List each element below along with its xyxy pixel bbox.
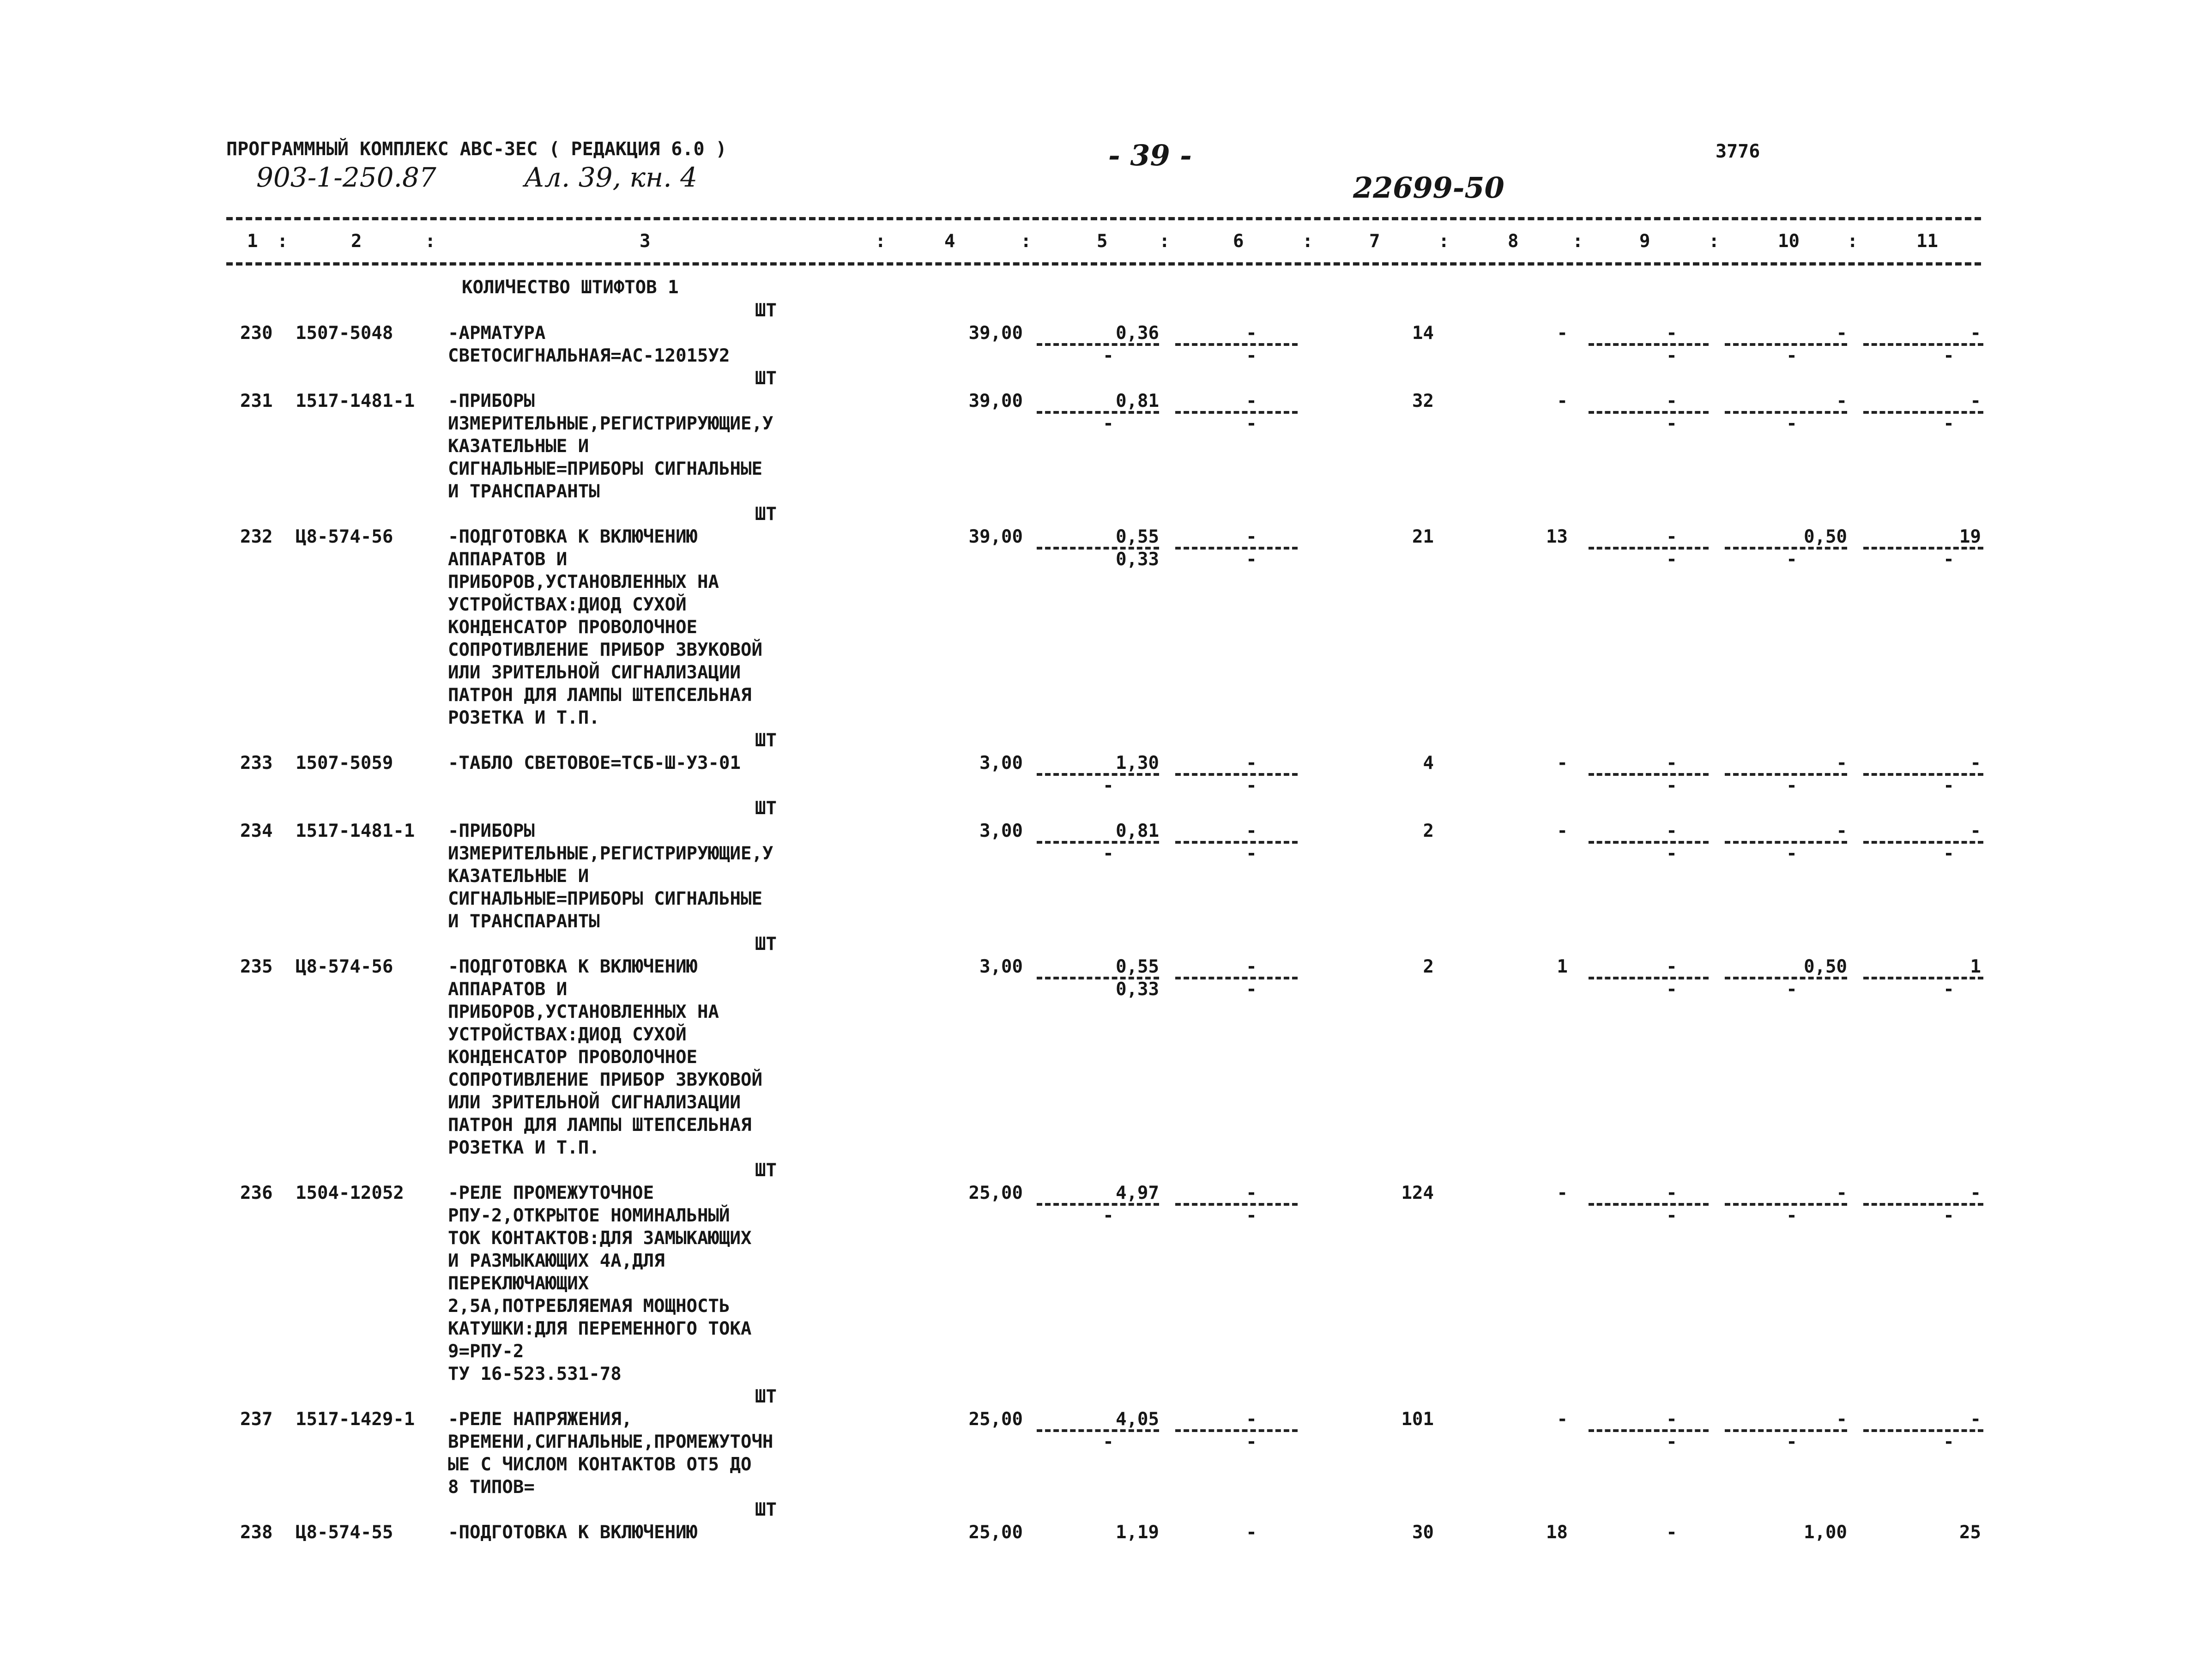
value-c5: 1,30 — [1116, 753, 1159, 774]
description-line: ПАТРОН ДЛЯ ЛАМПЫ ШТЕПСЕЛЬНАЯ — [448, 1115, 752, 1136]
value-c9: - — [1666, 323, 1677, 344]
value-c11b: - — [1943, 843, 1954, 864]
fraction-divider — [1863, 547, 1983, 550]
value-c7: 2 — [1423, 821, 1434, 841]
resource-code: Ц8-574-56 — [296, 526, 393, 547]
value-c8: - — [1557, 1409, 1568, 1430]
fraction-divider — [1863, 343, 1983, 346]
unit-label: ШТ — [755, 934, 777, 955]
fraction-divider — [1589, 977, 1709, 979]
fraction-divider — [1863, 1429, 1983, 1432]
description-line: -ТАБЛО СВЕТОВОЕ=ТСБ-Ш-У3-01 — [448, 753, 741, 774]
value-c9b: - — [1666, 1205, 1677, 1226]
column-header-8: 8 — [1508, 231, 1519, 252]
fraction-divider — [1037, 773, 1159, 776]
value-c6b: - — [1246, 549, 1257, 570]
unit-label: ШТ — [755, 1160, 777, 1181]
fraction-divider — [1175, 1429, 1298, 1432]
fraction-divider — [1589, 773, 1709, 776]
fraction-divider — [1175, 343, 1298, 346]
unit-label: ШТ — [755, 504, 777, 525]
description-line: ПАТРОН ДЛЯ ЛАМПЫ ШТЕПСЕЛЬНАЯ — [448, 685, 752, 706]
row-number: 234 — [240, 821, 273, 841]
fraction-divider — [1037, 1203, 1159, 1206]
value-c10: - — [1836, 323, 1847, 344]
column-separator: : — [1159, 231, 1170, 252]
resource-code: 1517-1481-1 — [296, 821, 415, 841]
value-c9b: - — [1666, 413, 1677, 434]
description-line: РПУ-2,ОТКРЫТОЕ НОМИНАЛЬНЫЙ — [448, 1205, 730, 1226]
description-line: 9=РПУ-2 — [448, 1341, 524, 1362]
description-line: СВЕТОСИГНАЛЬНАЯ=АС-12015У2 — [448, 345, 730, 366]
value-c11: 25 — [1959, 1522, 1981, 1543]
description-line: -РЕЛЕ ПРОМЕЖУТОЧНОЕ — [448, 1183, 654, 1203]
description-line: 8 ТИПОВ= — [448, 1477, 535, 1498]
description-line: СОПРОТИВЛЕНИЕ ПРИБОР ЗВУКОВОЙ — [448, 640, 762, 660]
description-line: СОПРОТИВЛЕНИЕ ПРИБОР ЗВУКОВОЙ — [448, 1070, 762, 1090]
value-c4: 25,00 — [968, 1522, 1023, 1543]
description-line: 2,5А,ПОТРЕБЛЯЕМАЯ МОЩНОСТЬ — [448, 1296, 730, 1317]
value-c9b: - — [1666, 345, 1677, 366]
fraction-divider — [1589, 841, 1709, 844]
column-header-4: 4 — [944, 231, 955, 252]
description-line: АППАРАТОВ И — [448, 979, 568, 1000]
description-line: РОЗЕТКА И Т.П. — [448, 707, 600, 728]
resource-code: 1517-1429-1 — [296, 1409, 415, 1430]
value-c6b: - — [1246, 413, 1257, 434]
column-separator: : — [1438, 231, 1450, 252]
value-c11b: - — [1943, 775, 1954, 796]
fraction-divider — [1589, 411, 1709, 414]
description-line: -ПОДГОТОВКА К ВКЛЮЧЕНИЮ — [448, 1522, 698, 1543]
program-title: ПРОГРАММНЫЙ КОМПЛЕКС АВС-ЗЕС ( РЕДАКЦИЯ 6.0 ) — [226, 139, 727, 160]
value-c5b: - — [1103, 413, 1114, 434]
value-c9: - — [1666, 391, 1677, 411]
value-c11b: - — [1943, 979, 1954, 1000]
value-c8: 18 — [1546, 1522, 1568, 1543]
unit-label: ШТ — [755, 1386, 777, 1407]
resource-code: 1504-12052 — [296, 1183, 404, 1203]
description-line: КАТУШКИ:ДЛЯ ПЕРЕМЕННОГО ТОКА — [448, 1318, 752, 1339]
value-c8: - — [1557, 323, 1568, 344]
value-c10: - — [1836, 1183, 1847, 1203]
value-c10: 0,50 — [1804, 956, 1847, 977]
value-c6: - — [1246, 753, 1257, 774]
value-c6b: - — [1246, 1205, 1257, 1226]
fraction-divider — [1589, 1429, 1709, 1432]
header-rule-bottom — [226, 262, 1981, 266]
value-c11: - — [1970, 323, 1981, 344]
value-c9: - — [1666, 821, 1677, 841]
resource-code: Ц8-574-55 — [296, 1522, 393, 1543]
sheet-reference-handwritten: Ал. 39, кн. 4 — [524, 162, 698, 193]
value-c6: - — [1246, 526, 1257, 547]
value-c7: 30 — [1412, 1522, 1434, 1543]
column-header-5: 5 — [1097, 231, 1108, 252]
column-separator: : — [425, 231, 436, 252]
row-number: 233 — [240, 753, 273, 774]
value-c6: - — [1246, 391, 1257, 411]
column-separator: : — [1709, 231, 1720, 252]
fraction-divider — [1175, 411, 1298, 414]
resource-code: 1507-5059 — [296, 753, 393, 774]
value-c11b: - — [1943, 345, 1954, 366]
value-c4: 3,00 — [979, 956, 1023, 977]
value-c10: 1,00 — [1804, 1522, 1847, 1543]
value-c5b: - — [1103, 345, 1114, 366]
value-c10: - — [1836, 753, 1847, 774]
value-c9: - — [1666, 1522, 1677, 1543]
value-c4: 39,00 — [968, 526, 1023, 547]
description-line: ТУ 16-523.531-78 — [448, 1364, 622, 1384]
column-header-7: 7 — [1369, 231, 1380, 252]
value-c10b: - — [1786, 1432, 1797, 1452]
fraction-divider — [1037, 343, 1159, 346]
value-c9b: - — [1666, 979, 1677, 1000]
value-c9: - — [1666, 753, 1677, 774]
description-line: -РЕЛЕ НАПРЯЖЕНИЯ, — [448, 1409, 633, 1430]
value-c7: 32 — [1412, 391, 1434, 411]
value-c6b: - — [1246, 1432, 1257, 1452]
description-line: И РАЗМЫКАЮЩИХ 4А,ДЛЯ — [448, 1251, 665, 1271]
row-number: 236 — [240, 1183, 273, 1203]
unit-label: ШТ — [755, 300, 777, 321]
resource-code: 1507-5048 — [296, 323, 393, 344]
intro-line: КОЛИЧЕСТВО ШТИФТОВ 1 — [462, 277, 679, 298]
column-header-10: 10 — [1778, 231, 1800, 252]
column-separator: : — [277, 231, 288, 252]
description-line: -ПРИБОРЫ — [448, 821, 535, 841]
column-header-2: 2 — [351, 231, 362, 252]
description-line: ИЛИ ЗРИТЕЛЬНОЙ СИГНАЛИЗАЦИИ — [448, 1092, 741, 1113]
value-c9b: - — [1666, 775, 1677, 796]
value-c10: 0,50 — [1804, 526, 1847, 547]
value-c5: 1,19 — [1116, 1522, 1159, 1543]
row-number: 235 — [240, 956, 273, 977]
description-line: ИЛИ ЗРИТЕЛЬНОЙ СИГНАЛИЗАЦИИ — [448, 662, 741, 683]
fraction-divider — [1863, 841, 1983, 844]
value-c5: 0,55 — [1116, 956, 1159, 977]
value-c4: 25,00 — [968, 1409, 1023, 1430]
value-c5b: - — [1103, 1432, 1114, 1452]
description-line: СИГНАЛЬНЫЕ=ПРИБОРЫ СИГНАЛЬНЫЕ — [448, 459, 762, 479]
value-c5b: 0,33 — [1116, 549, 1159, 570]
column-separator: : — [875, 231, 886, 252]
column-separator: : — [1847, 231, 1858, 252]
fraction-divider — [1589, 1203, 1709, 1206]
value-c9: - — [1666, 1409, 1677, 1430]
value-c7: 101 — [1401, 1409, 1434, 1430]
value-c5: 0,81 — [1116, 391, 1159, 411]
value-c11: - — [1970, 753, 1981, 774]
value-c8: 1 — [1557, 956, 1568, 977]
description-line: И ТРАНСПАРАНТЫ — [448, 911, 600, 932]
value-c11b: - — [1943, 549, 1954, 570]
description-line: ИЗМЕРИТЕЛЬНЫЕ,РЕГИСТРИРУЮЩИЕ,У — [448, 843, 773, 864]
fraction-divider — [1863, 1203, 1983, 1206]
description-line: -ПОДГОТОВКА К ВКЛЮЧЕНИЮ — [448, 956, 698, 977]
value-c10b: - — [1786, 413, 1797, 434]
value-c8: 13 — [1546, 526, 1568, 547]
value-c5b: 0,33 — [1116, 979, 1159, 1000]
value-c10: - — [1836, 391, 1847, 411]
value-c5: 4,05 — [1116, 1409, 1159, 1430]
value-c11: - — [1970, 1183, 1981, 1203]
fraction-divider — [1175, 1203, 1298, 1206]
document-code-handwritten: 903-1-250.87 — [256, 162, 436, 193]
value-c6b: - — [1246, 345, 1257, 366]
unit-label: ШТ — [755, 798, 777, 819]
unit-label: ШТ — [755, 368, 777, 389]
fraction-divider — [1863, 773, 1983, 776]
description-line: УСТРОЙСТВАХ:ДИОД СУХОЙ — [448, 594, 687, 615]
value-c5b: - — [1103, 1205, 1114, 1226]
fraction-divider — [1863, 977, 1983, 979]
value-c8: - — [1557, 391, 1568, 411]
column-separator: : — [1021, 231, 1032, 252]
value-c6: - — [1246, 1409, 1257, 1430]
column-header-11: 11 — [1916, 231, 1938, 252]
description-line: -ПОДГОТОВКА К ВКЛЮЧЕНИЮ — [448, 526, 698, 547]
value-c5: 0,36 — [1116, 323, 1159, 344]
value-c10b: - — [1786, 549, 1797, 570]
value-c11: - — [1970, 821, 1981, 841]
value-c5b: - — [1103, 843, 1114, 864]
value-c11: - — [1970, 391, 1981, 411]
fraction-divider — [1589, 547, 1709, 550]
value-c8: - — [1557, 821, 1568, 841]
description-line: И ТРАНСПАРАНТЫ — [448, 481, 600, 502]
value-c6: - — [1246, 1522, 1257, 1543]
description-line: РОЗЕТКА И Т.П. — [448, 1137, 600, 1158]
value-c8: - — [1557, 753, 1568, 774]
row-number: 237 — [240, 1409, 273, 1430]
value-c5: 0,55 — [1116, 526, 1159, 547]
fraction-divider — [1175, 977, 1298, 979]
column-separator: : — [1302, 231, 1313, 252]
description-line: -ПРИБОРЫ — [448, 391, 535, 411]
value-c6: - — [1246, 821, 1257, 841]
description-line: ПЕРЕКЛЮЧАЮЩИХ — [448, 1273, 589, 1294]
value-c6: - — [1246, 1183, 1257, 1203]
fraction-divider — [1037, 841, 1159, 844]
description-line: -АРМАТУРА — [448, 323, 546, 344]
description-line: КАЗАТЕЛЬНЫЕ И — [448, 866, 589, 887]
description-line: ИЗМЕРИТЕЛЬНЫЕ,РЕГИСТРИРУЮЩИЕ,У — [448, 413, 773, 434]
value-c10b: - — [1786, 1205, 1797, 1226]
value-c6b: - — [1246, 843, 1257, 864]
fraction-divider — [1175, 773, 1298, 776]
value-c5b: - — [1103, 775, 1114, 796]
value-c6: - — [1246, 323, 1257, 344]
value-c11: 19 — [1959, 526, 1981, 547]
value-c6b: - — [1246, 775, 1257, 796]
header-rule-top — [226, 217, 1981, 220]
description-line: ПРИБОРОВ,УСТАНОВЛЕННЫХ НА — [448, 572, 719, 592]
value-c10b: - — [1786, 979, 1797, 1000]
value-c7: 21 — [1412, 526, 1434, 547]
value-c11: - — [1970, 1409, 1981, 1430]
document-number: 22699-50 — [1353, 171, 1504, 205]
value-c7: 4 — [1423, 753, 1434, 774]
description-line: ПРИБОРОВ,УСТАНОВЛЕННЫХ НА — [448, 1002, 719, 1022]
sheet-counter: 3776 — [1716, 141, 1760, 162]
value-c10: - — [1836, 821, 1847, 841]
resource-code: 1517-1481-1 — [296, 391, 415, 411]
value-c9: - — [1666, 956, 1677, 977]
value-c11b: - — [1943, 1205, 1954, 1226]
description-line: ЫЕ С ЧИСЛОМ КОНТАКТОВ ОТ5 ДО — [448, 1454, 752, 1475]
value-c4: 3,00 — [979, 821, 1023, 841]
value-c5: 0,81 — [1116, 821, 1159, 841]
value-c4: 3,00 — [979, 753, 1023, 774]
description-line: КОНДЕНСАТОР ПРОВОЛОЧНОЕ — [448, 617, 698, 638]
value-c7: 14 — [1412, 323, 1434, 344]
value-c4: 25,00 — [968, 1183, 1023, 1203]
fraction-divider — [1037, 411, 1159, 414]
column-header-9: 9 — [1639, 231, 1650, 252]
fraction-divider — [1175, 547, 1298, 550]
value-c7: 124 — [1401, 1183, 1434, 1203]
value-c9b: - — [1666, 843, 1677, 864]
description-line: УСТРОЙСТВАХ:ДИОД СУХОЙ — [448, 1024, 687, 1045]
fraction-divider — [1037, 1429, 1159, 1432]
description-line: ВРЕМЕНИ,СИГНАЛЬНЫЕ,ПРОМЕЖУТОЧН — [448, 1432, 773, 1452]
value-c9b: - — [1666, 549, 1677, 570]
description-line: ТОК КОНТАКТОВ:ДЛЯ ЗАМЫКАЮЩИХ — [448, 1228, 752, 1249]
value-c10b: - — [1786, 775, 1797, 796]
value-c9: - — [1666, 1183, 1677, 1203]
value-c8: - — [1557, 1183, 1568, 1203]
fraction-divider — [1589, 343, 1709, 346]
value-c4: 39,00 — [968, 323, 1023, 344]
fraction-divider — [1175, 841, 1298, 844]
column-separator: : — [1572, 231, 1583, 252]
value-c9: - — [1666, 526, 1677, 547]
page-number: - 39 - — [1108, 139, 1192, 172]
resource-code: Ц8-574-56 — [296, 956, 393, 977]
value-c9b: - — [1666, 1432, 1677, 1452]
description-line: КОНДЕНСАТОР ПРОВОЛОЧНОЕ — [448, 1047, 698, 1068]
column-header-6: 6 — [1233, 231, 1244, 252]
value-c10: - — [1836, 1409, 1847, 1430]
column-header-3: 3 — [640, 231, 651, 252]
value-c11b: - — [1943, 1432, 1954, 1452]
fraction-divider — [1863, 411, 1983, 414]
value-c6: - — [1246, 956, 1257, 977]
description-line: КАЗАТЕЛЬНЫЕ И — [448, 436, 589, 457]
description-line: СИГНАЛЬНЫЕ=ПРИБОРЫ СИГНАЛЬНЫЕ — [448, 888, 762, 909]
value-c10b: - — [1786, 843, 1797, 864]
description-line: АППАРАТОВ И — [448, 549, 568, 570]
value-c6b: - — [1246, 979, 1257, 1000]
value-c4: 39,00 — [968, 391, 1023, 411]
value-c7: 2 — [1423, 956, 1434, 977]
row-number: 232 — [240, 526, 273, 547]
row-number: 231 — [240, 391, 273, 411]
value-c11b: - — [1943, 413, 1954, 434]
value-c5: 4,97 — [1116, 1183, 1159, 1203]
row-number: 238 — [240, 1522, 273, 1543]
value-c10b: - — [1786, 345, 1797, 366]
column-header-1: 1 — [247, 231, 258, 252]
unit-label: ШТ — [755, 730, 777, 751]
unit-label: ШТ — [755, 1499, 777, 1520]
value-c11: 1 — [1970, 956, 1981, 977]
row-number: 230 — [240, 323, 273, 344]
